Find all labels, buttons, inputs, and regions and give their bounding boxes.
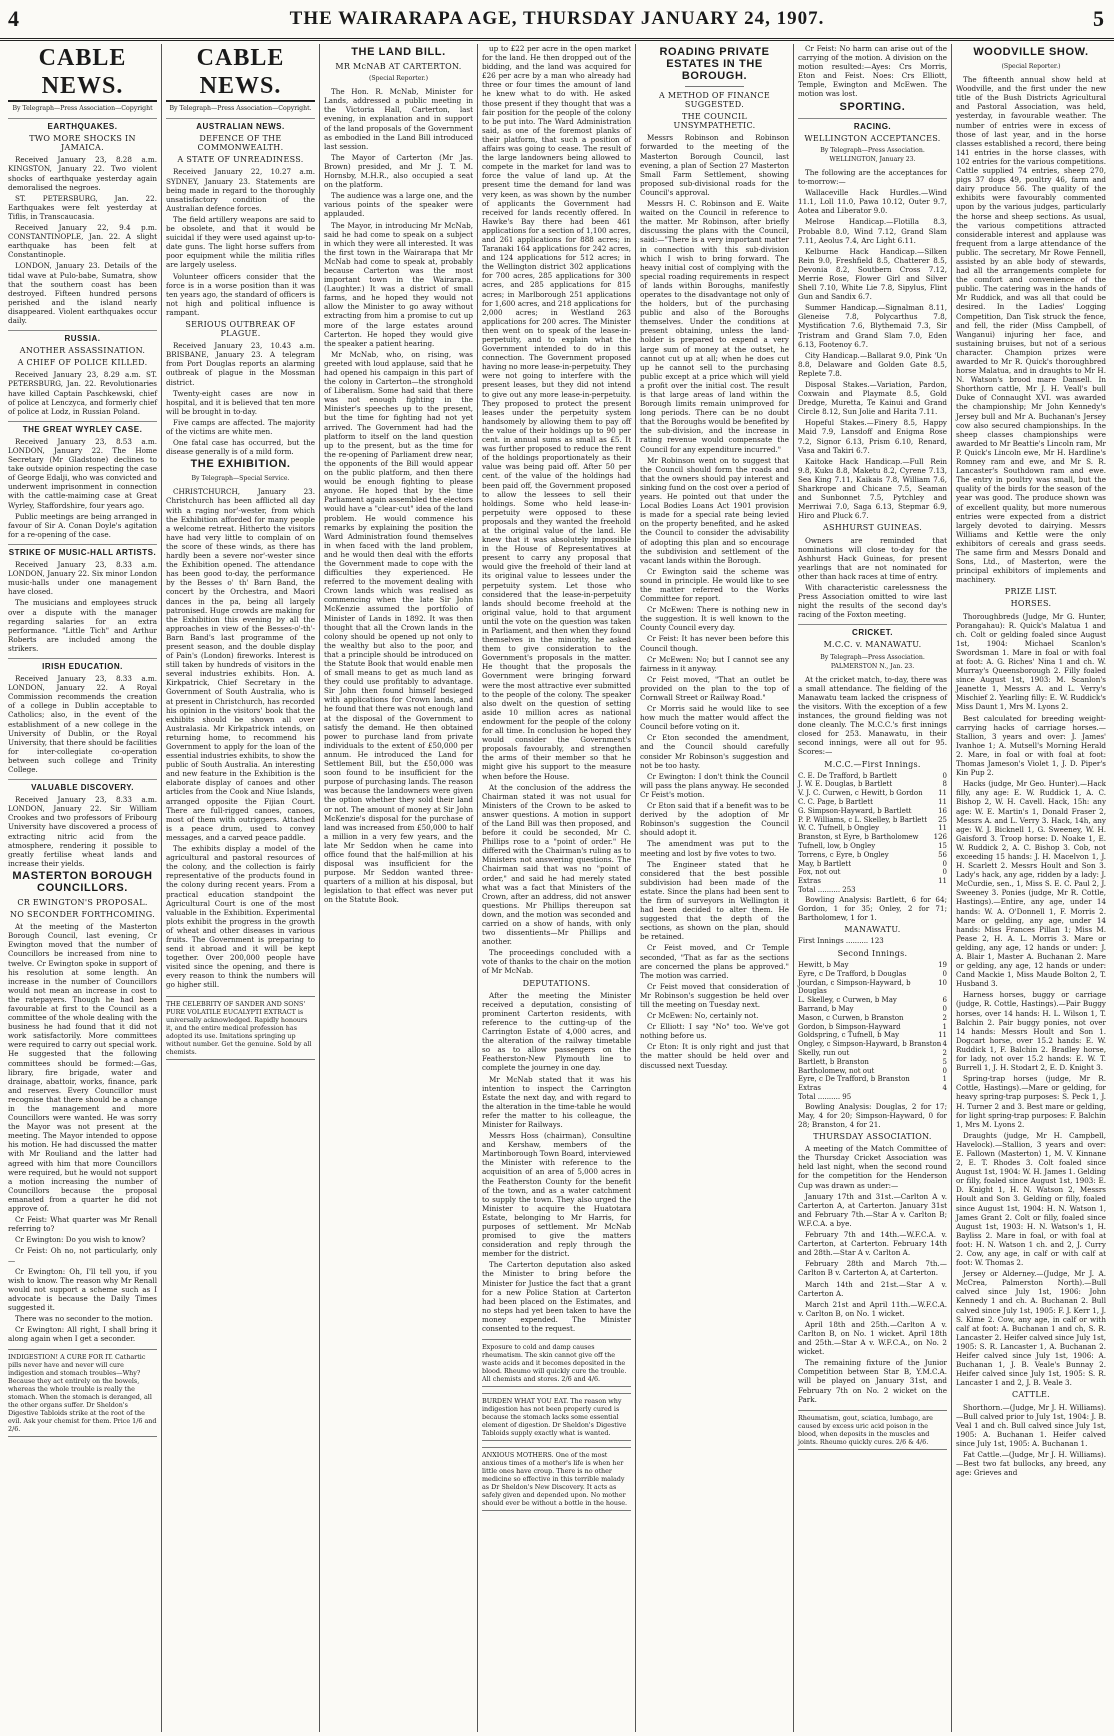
runs: 4 xyxy=(942,1040,947,1049)
article-subheading: THE COUNCIL UNSYMPATHETIC. xyxy=(673,112,756,131)
article-heading: CRICKET. xyxy=(798,624,947,637)
batsman: L. Skelley, c Curwen, b May xyxy=(798,996,897,1005)
column-6 xyxy=(794,44,952,1732)
batsman: Hewitt, b May xyxy=(798,961,849,970)
credit-line: By Telegraph—Press Association. WELLINGTON, January 23. xyxy=(820,146,925,163)
runs: 16 xyxy=(938,806,947,815)
batsman: Extras xyxy=(798,877,821,886)
credit-line: By Telegraph—Press Association—Copyright xyxy=(12,105,153,112)
advertisement: Rheumatism, gout, sciatica, lumbago, are caused by excess uric acid poison in the blood, when deposits in the muscles and joints. Rheumo quickly cures. 2/6 & 4/6. xyxy=(798,1410,947,1450)
paragraph: Cr Eton said that if a benefit was to be derived by the adoption of Mr Robinson's suggestion the Council should adopt it. xyxy=(640,801,789,838)
article-subheading: THURSDAY ASSOCIATION. xyxy=(813,1132,932,1142)
article-heading: THE LAND BILL. xyxy=(351,46,446,58)
score-row xyxy=(798,860,947,869)
score-row xyxy=(798,798,947,807)
article-subheading: DEPUTATIONS. xyxy=(522,978,591,988)
paragraph: Draughts (judge, Mr H. Campbell, Havelock).—Stallion, 3 years and over: E. Fallown (Masterton) 1, M. V. Kinnane 2, E. T. Rhodes 3. Colt foaled since August 1st, 1904: W. H. James 1. Gelding or filly, foaled since August 1st, 1903: E. D. Knight 1, H. N. Watson 2, Messrs Hoult and Son 3. Gelding or filly, foaled since August 1st, 1904: H. N. Watson 1, James Grant 2. Colt or filly, foaled since August 1st, 1903: H. N. Watson's 1, H. Bayliss 2. Mare in foal, or with foal at foot: H. N. Watson 1 ch. and 2, J. Curry 2. Cow, any age, in calf or with calf at foot: W. Thomas 2. xyxy=(956,1130,1106,1268)
paragraph: Summer Handicap.—Signalman 8.11, Gleneise 7.8, Polycarthus 7.8, Mystification 7.6, Blythemaid 7.3, Sir Tristram and Grand Slam 7.0, Eden 6.13, Footenoy 6.7. xyxy=(798,303,947,349)
article-heading: AUSTRALIAN NEWS. xyxy=(166,118,315,131)
innings-heading: M.C.C.—First Innings. xyxy=(824,759,921,769)
paragraph: Received January 23, 8.29 a.m. ST. PETERSBURG, Jan. 22. Revolutionaries have killed Captain Paschkewski, chief of police at Lenczyca, and formerly chief of police at Lodz, in Russian Poland. xyxy=(8,370,157,416)
paragraph: Cr McEwen: There is nothing new in the suggestion. It is well known to the County Council every day. xyxy=(640,605,789,633)
article-subheading: M.C.C. v. MANAWATU. xyxy=(823,640,922,650)
paragraph: Cr Eton seconded the amendment, and the Council should carefully consider Mr Robinson's suggestion and not be too hasty. xyxy=(640,733,789,770)
paragraph: Cr Feist: It has never been before this Council though. xyxy=(640,634,789,653)
score-row xyxy=(798,1005,947,1014)
batsman: Eyre, c De Trafford, b Douglas xyxy=(798,969,907,978)
paragraph: Volunteer officers consider that the force is in a worse position than it was ten years ago, the standard of officers is not high and political influence is rampant. xyxy=(166,271,315,317)
article-heading: RUSSIA. xyxy=(8,330,157,343)
paragraph: Wallaceville Hack Hurdles.—Wind 11.1, Loll 11.0, Pawa 10.12, Outer 9.7, Aotea and Liberator 9.0. xyxy=(798,188,947,216)
article-subheading: SERIOUS OUTBREAK OF PLAGUE. xyxy=(185,319,296,339)
paragraph: Five camps are affected. The majority of the victims are white men. xyxy=(166,417,315,436)
article-heading: WOODVILLE SHOW. xyxy=(973,46,1089,58)
paragraph: CHRISTCHURCH, January 23. Christchurch has been afflicted all day with a raging nor'-wester, from which the Exhibition afforded for many people a welcome retreat. Hitherto the visitors have had very little to complain of on the score of these winds, as there has hardly been a severe nor'-wester since the Exhibition opened. The attendance has been good to-day, the performance by the Besses o' th' Barn Band, the concert by the Orchestra, and Maori dances in the pa, being all largely patronised. Huge crowds are making for the Exhibition this evening by all the approaches in view of the Besses-o'-th'-Barn Band's last programme of the present season, and the double display of Pain's (London) fireworks. Interest is still taken by hundreds of visitors in the several industries exhibits. Hon. A. Kirkpatrick, Chief Secretary in the Government of South Australia, who is at present in Christchurch, has recorded his opinion in the visitors' book that the exhibits should be shown all over Australasia. Mr Kirkpatrick intends, on returning home, to recommend his Government to apply for the loan of the essential industries exhibits, to show the public of South Australia. An interesting and new feature in the Exhibition is the elaborate display of canoes and other articles from the Cook and Niue Islands, arranged opposite the Fijian Court. There are full-rigged canoes, canoes, most of them with outriggers. Attached is a peace drum, used to convey messages, and a carved peace paddle. xyxy=(166,487,315,842)
article-heading: STRIKE OF MUSIC-HALL ARTISTS. xyxy=(8,544,157,557)
article-subheading: A CHIEF OF POLICE KILLED. xyxy=(17,358,148,368)
paragraph: Bowling Analysis: Douglas, 2 for 17; May, 4 for 20; Simpson-Hayward, 0 for 28; Branston, 4 for 21. xyxy=(798,1101,947,1130)
runs: 11 xyxy=(938,1031,947,1040)
runs: 0 xyxy=(942,868,947,877)
batsman: V. J. C. Curwen, c Hewitt, b Gordon xyxy=(798,789,923,798)
score-row xyxy=(798,1014,947,1023)
paragraph: A meeting of the Match Committee of the Thursday Cricket Association was held last night, when the second round for the competition for the Henderson Cup was drawn as under:— xyxy=(798,1144,947,1190)
score-row xyxy=(798,780,947,789)
score-row xyxy=(798,824,947,833)
paragraph: Spring-trap horses (judge, Mr R. Cottle, Hastings).—Mare or gelding, for heavy spring-trap purposes: S. Peck 1, J. H. Turner 2 and 3. Best mare or gelding, for light spring-trap purposes: F. Balchin 1, Mrs M. Lyons 2. xyxy=(956,1074,1106,1129)
newspaper-title: THE WAIRARAPA AGE, THURSDAY JANUARY 24, 1907. xyxy=(289,8,825,29)
article-heading: EARTHQUAKES. xyxy=(8,118,157,131)
batsman: Bartlett, b Branston xyxy=(798,1057,869,1066)
paragraph: Received January 22, 9.4 p.m. CONSTANTINOPLE, Jan. 22. A slight earthquake has been felt at Constantinople. xyxy=(8,223,157,260)
article-subheading: ANOTHER ASSASSINATION. xyxy=(19,346,146,356)
innings-heading: MANAWATU. xyxy=(844,925,901,935)
score-row xyxy=(798,970,947,979)
paragraph: Messrs H. C. Robinson and E. Waite waited on the Council in reference to the matter. Mr Robinson, after briefly discussing the plans with the Council, said:—"There is a very important matter in connection with this sub-division which I wish to bring forward. The heavy initial cost of complying with the special roading requirements in respect of lands within Boroughs, manifestly operates to the disadvantage not only of the holders, but of the purchasing public and also of the Boroughs themselves. Under the conditions at present obtaining, unless the land-holder is prepared to expend a very large sum of money at the outset, he cannot cut up at all; when he does cut up he cannot sell to the purchasing public except at a price which will yield a profit over the initial cost. The result is that large areas of land within the Borough limits remain unimproved for long periods. There can be no doubt that the Boroughs would be benefited by the sub-division, and the increase in rating revenue would compensate the Council for any expenditure incurred." xyxy=(640,199,789,454)
runs: 0 xyxy=(942,859,947,868)
score-row xyxy=(798,1031,947,1040)
paragraph: Harness horses, buggy or carriage (judge, R. Cottle, Hastings).—Pair Buggy horses, over 14 hands: H. L. Wilson 1, T. Balchin 2. Pair buggy ponies, not over 14 hands: Messrs Hoult and Son 1. Dogcart horse, over 15.2 hands: E. W. Ruddick 1, F. Balchin 2. Bradley horse, for lady, not over 15.2 hands: E. W. T. Burrell 1, J. H. Stodart 2, E. D. Knight 3. xyxy=(956,990,1106,1073)
paragraph: ST. PETERSBURG, Jan. 22. Earthquakes were felt yesterday at Tiflis, in Transcaucasia. xyxy=(8,193,157,221)
score-row xyxy=(798,1067,947,1076)
runs: 1 xyxy=(942,1075,947,1084)
runs: 1 xyxy=(942,1022,947,1031)
runs: 15 xyxy=(938,842,947,851)
paragraph: The audience was a large one, and the various points of the speaker were applauded. xyxy=(324,191,473,219)
paragraph: The remaining fixture of the Junior Competition between Star B, Y.M.C.A. will be played on January 31st, and February 7th on No. 2 wicket on the Park. xyxy=(798,1358,947,1404)
article-subheading: TWO MORE SHOCKS IN JAMAICA. xyxy=(29,134,136,153)
advertisement: Exposure to cold and damp causes rheumatism. The skin cannot give off the waste acids and it becomes deposited in the blood. Rheumo will quickly cure the trouble. All chemists and stores. 2/6 and 4/6. xyxy=(482,1339,631,1387)
scorecard-table xyxy=(798,772,947,886)
article-subheading: ASHHURST GUINEAS. xyxy=(822,523,923,533)
paragraph: With characteristic carelessness the Press Association omitted to wire last night the results of the second day's racing of the Foxton meeting. xyxy=(798,582,947,620)
batsman: Bartholomew, not out xyxy=(798,1066,875,1075)
paragraph: Cr Ewington: Oh, I'll tell you, if you wish to know. The reason why Mr Renall would not support a scheme such as I advocate is because the Daily Times suggested it. xyxy=(8,1266,157,1312)
paragraph: Cr Feist moved, and Cr Temple seconded, "That as far as the sections are concerned the plans be approved." The motion was carried. xyxy=(640,943,789,980)
paragraph: April 18th and 25th.—Carlton A v. Carlton B, on No. 1 wicket. April 18th and 25th.—Star A v. W.F.C.A., on No. 2 wicket. xyxy=(798,1319,947,1357)
paragraph: February 7th and 14th.—W.F.C.A. v. Carterton, at Carterton. February 14th and 28th.—Star A v. Carlton A. xyxy=(798,1230,947,1258)
paragraph: Cr Ewington: Do you wish to know? xyxy=(15,1235,146,1245)
runs: 2 xyxy=(942,1013,947,1022)
runs: 126 xyxy=(933,833,947,842)
paragraph: Mr McNab, who, on rising, was greeted with loud applause, said that he had opened his campaign in this part of the colony in Carterton—the stronghold of Liberalism. Some had said that there was not enough fighting in the Minister's speeches up to the present, but the time for fighting had not yet arrived. The Government had had the platform to itself on the land question up to the present, but as the time for the re-opening of Parliament drew near, the opponents of the Bill would appear on the public platform, and then there would be enough fighting to please anyone. He hoped that by the time Parliament again assembled the electors would have a "clear-cut" idea of the land problem. He would commence his remarks by explaining the position the Ward Administration found themselves in when faced with the land problem, and he would then deal with the efforts the Government made to cope with the difficulties they experienced. He referred to the movement dealing with Crown lands which was realised as commencing when the late Sir John McKenzie assumed the portfolio of Minister of Lands in 1892. It was then thought that all the Crown lands in the colony should be opened up not only to the wealthy but also to the poor, and that a principle should be introduced on the Statute Book that would enable men of small means to get as much land as they could use profitably to advantage. Sir John then found himself besieged with applications for Crown lands, and he found that there was not enough land at the disposal of the Government to satisfy the demand. He then obtained power to purchase land from private individuals to the extent of £50,000 per annum. He introduced the Land for Settlement Bill, but the £50,000 was soon found to be insufficient for the purpose of purchasing lands. The reason was because the landowners were given the option whether they sold their land or not. The amount of money at Sir John McKenzie's disposal for the purchase of land was increased from £50,000 to half a million in a very few years, and the late Mr Seddon when he came into office found that the half-million at his disposal was insufficient for the purpose. Mr Seddon wanted three-quarters of a million at his disposal, but legislation to that effect was never put on the Statute Book. xyxy=(324,349,473,905)
paragraph: Public meetings are being arranged in favour of Sir A. Conan Doyle's agitation for a re-opening of the case. xyxy=(8,511,157,539)
score-row xyxy=(798,833,947,842)
score-row xyxy=(798,1049,947,1058)
paragraph: Jersey or Alderney.—(Judge, Mr J. A. McCrea, Palmerston North).—Bull calved since July 1st, 1906: John Kennedy 1 and ch. A. Buchanan 2. Bull calved since July 1st, 1905: F. J. Kerr 1, J. S. Kime 2. Cow, any age, in calf or with calf at foot: A. Buchanan 1 and ch, S. R. Lancaster 2. Heifer calved since July 1st, 1905: S. R. Lancaster 1, A. Buchanan 2. Heifer calved since July 1st, 1906: A. Buchanan 1, J. B. Veale's Bunnay 2. Heifer calved since July 1st, 1905: S. R. Lancaster 1 and 2, J. B. Veale 3. xyxy=(956,1269,1106,1388)
paragraph: Disposal Stakes.—Variation, Pardon, Coxwain and Playmate 8.5, Gold Dredge, Muretta, Te Kainui and Grand Circle 8.12, Sun Jolie and Harita 7.11. xyxy=(798,380,947,417)
paragraph: LONDON, January 23. Details of the tidal wave at Pulo-babe, Sumatra, show that the southern coast has been destroyed. Fifteen hundred persons perished and the island nearly disappeared. Violent earthquakes occur daily. xyxy=(8,261,157,325)
article-subheading: WELLINGTON ACCEPTANCES. xyxy=(804,133,941,143)
batsman: Jourdan, c Simpson-Hayward, b Douglas xyxy=(798,978,911,996)
paragraph: Twenty-eight cases are now in hospital, and it is believed that ten more will be brought in to-day. xyxy=(166,388,315,416)
section-heading: CABLE NEWS. xyxy=(166,44,315,102)
runs: 0 xyxy=(942,969,947,978)
runs: 25 xyxy=(938,815,947,824)
batsman: Ongley, c Simpson-Hayward, b Branston xyxy=(798,1040,942,1049)
paragraph: Cr Ewington said the scheme was sound in principle. He would like to see the matter referred to the Works Committee for report. xyxy=(640,566,789,604)
paragraph: After the meeting the Minister received a deputation, consisting of prominent Carterton residents, with reference to the cutting-up of the Carrington Estate of 4,000 acres, and the alteration of the railway timetable so as to allow passengers on the Featherston-New Plymouth line to complete the journey in one day. xyxy=(482,990,631,1073)
batsman: C. C. Page, b Bartlett xyxy=(798,798,873,807)
article-subheading: A METHOD OF FINANCE SUGGESTED. xyxy=(659,91,770,110)
score-row xyxy=(798,868,947,877)
paragraph: Cr McEwen: No, certainly not. xyxy=(647,1011,759,1021)
score-row xyxy=(798,772,947,781)
paragraph: At the meeting of the Masterton Borough Council, last evening, Cr Ewington moved that the number of Councillors be increased from nine to twelve. Cr Ewington spoke in support of his resolution at some length. An increase in the number of Councillors would not mean an increase in cost to the ratepayers. Though he had been favourable at first to the Council as a committee of the whole dealing with the business he had found that it did not work satisfactorily. More committees were required to carry out special work. He suggested that the following committees should be formed:—Gas, library, fire brigade, water and drainage, abattoir, works, finance, park and reserves. Every Councillor must recognise that there should be a change in the management and more Councillors were wanted. He was sorry the Mayor was not present at the meeting. The Mayor intended to oppose his motion. He had discussed the matter with Mr Rouliand and the latter had agreed with him that more Councillors were required, but he would not support a motion increasing the number of Councillors because the proposal emanated from a quarter he did not approve of. xyxy=(8,922,157,1214)
paragraph: Cr Feist: No harm can arise out of the carrying of the motion. A division on the motion resulted:—Ayes: Crs Morris, Eton and Feist. Noes: Crs Elliott, Temple, Ewington and McEwen. The motion was lost. xyxy=(798,44,947,99)
paragraph: Melrose Handicap.—Flotilla 8.3, Probable 8.0, Wind 7.12, Grand Slam 7.11, Aeolus 7.4, Arc Light 6.11. xyxy=(798,217,947,245)
score-row xyxy=(798,1075,947,1084)
paragraph: The Hon. R. McNab, Minister for Lands, addressed a public meeting in the Victoria Hall, Carterton, last evening, in explanation and in support of the land proposals of the Government as embodied in the Land Bill introduced last session. xyxy=(324,87,473,151)
paragraph: The fifteenth annual show held at Woodville, and the first under the new title of the Bush Districts Agricultural and Pastoral Association, was held, yesterday, in favourable weather. The number of entries were in excess of those of last year, and in the horse classes established a record, there being 141 entries in the horse classes, with 102 entries for the various competitions. Cattle supplied 74 entries, sheep 270, pigs 37 dogs 49, poultry 46, farm and dairy produce 56. The quality of the exhibits were favourably commented upon by the various judges, particularly the horse and sheep sections. As usual, the various competitions attracted considerable interest and applause was frequent from a large attendance of the public. The secretary, Mr Rowe Fennell, assisted by an able body of stewards, had all the arrangements complete for the comfort and convenience of the public. The catering was in the hands of Mr Ruddick, and was all that could be desired. In the Ladies' Logging Competition, Dan Tisk struck the fence, and fell, the rider (Miss Campbell, of Wanganui) injuring her face, and sustaining bruises, but not of a serious character. Champion prizes were awarded to Mr R. Quick's thoroughbred horse Malatua, and in draughts to Mr H. N. Watson's brood mare Dansell. In Shorthorn cattle, Mr J. H. Veall's bull Duke of Connaught XVI. was awarded the championship; Mr John Kennedy's Jersey bull and Mr A. Buchanan's Jersey cow also secured championships. In the sheep classes championships were awarded to Mr Beattie's Lincoln ram, Mr P. Quick's Lincoln ewe, Mr H. Hardline's Romney ram and ewe, and Mr S. R. Lancaster's Southdown ram and ewe. The entry in poultry was small, but the quality of the birds for the season of the year was good. The produce shown was of excellent quality, but more numerous entries were expected from a district largely devoted to dairying. Messrs Williams and Kettle were the only exhibitors of cereals and grass seeds. The same firm and Messrs Donald and Sons, Ltd., of Masterton, were the principal exhibitors of implements and machinery. xyxy=(956,75,1106,585)
article-subheading: HORSES. xyxy=(1010,599,1052,609)
advertisement: THE CELEBRITY OF SANDER AND SONS' PURE VOLATILE EUCALYPTI EXTRACT is universally acknowledged. Rapidly honours it, and the entire medical profession has adopted its use. Imitations springing up without number. Get the genuine. Sold by all chemists. xyxy=(166,996,315,1060)
paragraph: Received January 23, 8.33 a.m. LONDON, January 22. Sir William Crookes and two professors of Fribourg University have discovered a process of extracting nitric acid from the atmosphere, rendering it possible to greatly fertilise wheat lands and increase their yields. xyxy=(8,795,157,868)
article-heading: VALUABLE DISCOVERY. xyxy=(8,779,157,792)
paragraph: Kaitoke Hack Handicap.—Full Rein 9.8, Kuku 8.8, Maketu 8.2, Cyrene 7.13, Sea King 7.11, Kaikais 7.8, William 7.6, Sharkrope and Chicane 7.5, Seaman and Sunbonnet 7.5, Pytchley and Merriwai 7.0, Saga 6.13, Stepmar 6.9, Hiro and Pluck 6.7. xyxy=(798,456,947,521)
article-subheading: CR EWINGTON'S PROPOSAL. xyxy=(17,897,148,907)
scorecard-total: Total .......... 253 xyxy=(798,886,856,895)
runs: 10 xyxy=(938,978,947,987)
paragraph: March 21st and April 11th.—W.F.C.A. v. Carlton B, on No. 1 wicket. xyxy=(798,1299,947,1318)
paragraph: Cr Eton: It is only right and just that the matter should be held over and discussed next Tuesday. xyxy=(640,1042,789,1070)
paragraph: Bowling Analysis: Bartlett, 6 for 64; Gordon, 1 for 35; Onley, 2 for 71; Bartholomew, 1 for 1. xyxy=(798,894,947,922)
score-row xyxy=(798,1058,947,1067)
score-row xyxy=(798,816,947,825)
paragraph: Kelburne Hack Handicap.—Silken Rein 9.0, Freshfield 8.5, Chatterer 8.5, Devonia 8.2, Soutbern Cross 7.12, Merrie Rose, Flower Girl and Silver Shell 7.10, White Lie 7.8, Sipylus, Flint Gun and Sandix 6.7. xyxy=(798,246,947,302)
column-2 xyxy=(162,44,320,1732)
score-row xyxy=(798,1023,947,1032)
article-subheading: A STATE OF UNREADINESS. xyxy=(177,155,304,165)
paragraph: Cr Ewington: All right, I shall bring it along again when I get a seconder. xyxy=(8,1325,157,1344)
column-1 xyxy=(4,44,162,1732)
advertisement: BURDEN WHAT YOU EAT. The reason why indigestion has not been properly cured is because the stomach lacks some essential element of digestion. Dr Sheldon's Digestive Tabloids supply exactly what is wanted. xyxy=(482,1393,631,1441)
scorecard-total: Total .......... 95 xyxy=(798,1093,852,1102)
paragraph: The following are the acceptances for to-morrow:— xyxy=(798,167,947,187)
paragraph: Messrs Robinson and Robinson forwarded to the meeting of the Masterton Borough Council, last evening, a plan of Section 27 Masterton Small Farm Settlement, showing proposed sub-divisional roads for the Council's approval. xyxy=(640,133,789,197)
paragraph: Owners are reminded that nominations will close to-day for the Ashhurst Hack Guineas, for present yearlings that are not nominated for other than hack races at time of entry. xyxy=(798,535,947,581)
article-subheading: MR McNAB AT CARTERTON. xyxy=(335,62,462,71)
paragraph: The Carterton deputation also asked the Minister to bring before the Minister for Justice the fact that a grant for a new Police Station at Carterton had been placed on the Estimates, and no steps had yet been taken to have the money expended. The Minister consented to the request. xyxy=(482,1260,631,1334)
credit-line: (Special Reporter.) xyxy=(368,75,429,83)
paragraph: March 14th and 21st.—Star A v. Carterton A. xyxy=(798,1279,947,1298)
batsman: Torrens, c Eyre, b Ongley xyxy=(798,850,889,859)
batsman: Barrand, b May xyxy=(798,1005,854,1014)
batsman: G. Simpson-Hayward, b Bartlett xyxy=(798,806,912,815)
runs: 8 xyxy=(942,780,947,789)
batsman: W. C. Tufnell, b Ongley xyxy=(798,824,880,833)
paragraph: The proceedings concluded with a vote of thanks to the chair on the motion of Mr McNab. xyxy=(482,948,631,976)
paragraph: February 28th and March 7th.—Carlton B v. Carterton A, at Carterton. xyxy=(798,1259,947,1278)
paragraph: Received January 23, 8.28 a.m. KINGSTON, January 22. Two violent shocks of earthquake yesterday again demoralised the negroes. xyxy=(8,155,157,192)
runs: 2 xyxy=(942,1049,947,1058)
batsman: Tufnell, low, b Ongley xyxy=(798,842,876,851)
batsman: Branston, st Eyre, b Bartholomew xyxy=(798,833,919,842)
paragraph: The exhibits display a model of the agricultural and pastoral resources of the colony, and the collection is fairly representative of the products found in the colony during recent years. From a practical education standpoint the Agricultural Court is one of the most valuable in the Exhibition. Experimental plots exhibit the progress in the growth of wheat and other diseases in various fruits. The Government is preparing to send it abroad and it will be kept together. Over 200,000 people have visited since the opening, and there is every reason to think the numbers will go higher still. xyxy=(166,844,315,990)
paragraph: Cr Feist: What quarter was Mr Renall referring to? xyxy=(8,1215,157,1234)
paragraph: The Mayor, in introducing Mr McNab, said he had come to speak on a subject in which they were all interested. It was the first town in the Wairarapa that Mr McNab had come to speak at, probably because Carterton was the most important town in the Wairarapa. (Laughter.) It was a district of small farms, and he hoped they would not allow the Minister to go away without extracting from him a promise to cut up more of the large estates around Carterton. He hoped they would give the speaker a patient hearing. xyxy=(324,220,473,348)
runs: 0 xyxy=(942,771,947,780)
column-5 xyxy=(636,44,794,1732)
paragraph: Received January 23, 8.33 a.m. LONDON, January 22. A Royal Commission recommends the creation of a college in Dublin acceptable to Catholics; also, in the event of the establishment of a new college in the University of Dublin, or the Royal University, that there should be facilities for inter-collegiate co-operation between such college and Trinity College. xyxy=(8,674,157,774)
paragraph: Received January 23, 8.53 a.m. LONDON, January 22. The Home Secretary (Mr Gladstone) declines to take outside opinion respecting the case of George Edalji, who was convicted and underwent imprisonment in connection with the cattle-maiming case at Great Wyrley, Staffordshire, four years ago. xyxy=(8,436,157,510)
article-heading: ROADING PRIVATE ESTATES IN THE BOROUGH. xyxy=(659,46,770,82)
runs: 4 xyxy=(942,1084,947,1093)
article-heading: THE GREAT WYRLEY CASE. xyxy=(8,421,157,434)
score-row xyxy=(798,807,947,816)
paragraph: Cr Feist: Oh no, not particularly, only— xyxy=(8,1246,157,1265)
paragraph: City Handicap.—Ballarat 9.0, Pink 'Un 8.8, Delaware and Golden Gate 8.5, Replete 7.8. xyxy=(798,350,947,378)
score-row xyxy=(798,877,947,886)
score-row xyxy=(798,1040,947,1049)
advertisement: ANXIOUS MOTHERS. One of the most anxious times of a mother's life is when her little ones have croup. There is no other medicine so effective in this terrible malady as Dr Sheldon's New Discovery. It acts as safely given and depended upon. No mother should ever be without a bottle in the house. xyxy=(482,1447,631,1511)
batsman: Fox, not out xyxy=(798,868,841,877)
credit-line: By Telegraph—Press Association—Copyright. xyxy=(169,105,312,112)
runs: 11 xyxy=(938,824,947,833)
paragraph: Cr Feist moved that consideration of Mr Robinson's suggestion be held over till the meeting on Tuesday next. xyxy=(640,981,789,1009)
page-number-right: 5 xyxy=(1093,6,1104,31)
batsman: Goldspring, c Tufnell, b May xyxy=(798,1031,900,1040)
section-heading: CABLE NEWS. xyxy=(8,44,157,102)
article-heading: MASTERTON BOROUGH COUNCILLORS. xyxy=(12,869,153,894)
article-subheading: CATTLE. xyxy=(1011,1390,1051,1400)
score-row xyxy=(798,842,947,851)
batsman: Extras xyxy=(798,1084,821,1093)
article-subheading: PRIZE LIST. xyxy=(1004,587,1058,597)
paragraph: Mr Robinson went on to suggest that the Council should form the roads and that the owners should pay interest and sinking fund on the cost over a period of years. He pointed out that under the Local Bodies Loans Act 1901 provision is made for a special rate being levied on the property benefited, and he asked the Council to consider the advisability of adopting this plan and so encourage the subdivision and settlement of the vacant lands within the Borough. xyxy=(640,455,789,565)
paragraph: Received January 22, 10.27 a.m. SYDNEY, January 23. Statements are being made in regard to the thoroughly unsatisfactory condition of the Australian defence forces. xyxy=(166,167,315,213)
paragraph: Cr McEwen: No; but I cannot see any fairness in it anyway. xyxy=(640,654,789,673)
runs: 5 xyxy=(942,1057,947,1066)
paragraph: Hacks (judge, Mr Geo. Hunter).—Hack filly, any age: E. W. Ruddick 1, A. C. Bishop 2, W. H. Cavell. Hack, 15h: any age: W. E. Martin's 1, Donald Fraser 2, Messrs A. and L. Verry 3. Hack, 14h, any age: W. J. Bicknell 1, G. Sweeney, W. H. Gaisford 3. Troop horse: D. Noake 1, E. W. Ruddick 2, A. C. Bishop 3. Cob, not exceeding 15 hands: J. H. Macelvon 1, J. H. Scarlett 2. Messrs Hoult and Son 3. Lady's hack, any age, ridden by a lady: J. McCurdie, sen., 1, Miss S. E. C. Paul 2, J. Sweeney 3. Ponies (judge, Mr R. Cottle, Hastings).—Entire, any age, under 14 hands: W. A. O'Donnell 1, F. Morris 2. Mare or gelding, any age, under 14 hands: Miss Frances Pillan 1; Miss M. Pease 2, H. A. L. Morris 3. Mare or gelding, any age, 12 hands or under: J. A. Blair 1, Master A. Buchanan 2. Mare or gelding, any age, 12 hands or under: Cand Mackie 1, Miss Maude Bolton 2, T. Husband 3. xyxy=(956,779,1106,989)
score-row xyxy=(798,961,947,970)
runs: 6 xyxy=(942,996,947,1005)
masthead xyxy=(0,0,1114,41)
innings-heading: Second Innings. xyxy=(837,948,908,958)
score-row xyxy=(798,851,947,860)
runs: 0 xyxy=(942,1005,947,1014)
runs: 19 xyxy=(938,961,947,970)
paragraph: Messrs Hoss (chairman), Consultine and Kershaw, members of the Martinborough Town Board, interviewed the Minister with reference to the acquisition of an area of 5,000 acres in the Featherston County for the benefit of the town, and as a water catchment to supply the town. They also urged the Minister to acquire the Huatotara Estate, belonging to Mr Harris, for purposes of settlement. Mr McNab promised to give the matters consideration and reply through the member for the district. xyxy=(482,1131,631,1259)
page-number-left: 4 xyxy=(8,6,19,31)
section-heading: SPORTING. xyxy=(839,100,906,113)
paragraph: Fat Cattle.—(Judge, Mr J. H. Williams).—Best two fat bullocks, any breed, any age: Grieves and xyxy=(956,1449,1106,1478)
paragraph: Cr Feist moved, "That an outlet be provided on the plan to the top of Cornwall Street or Railway Road." xyxy=(640,674,789,702)
scorecard-table xyxy=(798,961,947,1093)
paragraph: Best calculated for breeding weight-carrying hacks of carriage horses.—Stallion, 3 years and over: J. James' Ivanhoe 1; A. Mutsell's Morning Herald 2. Mare, in foal or with foal at foot: Thomas Jameson's Violet 1, J. D. Piper's Kin Pup 2. xyxy=(956,713,1106,778)
columns xyxy=(4,44,1110,1732)
scorecard-total: First Innings .......... 123 xyxy=(798,937,884,946)
batsman: P. P. Williams, c L. Skelley, b Bartlett xyxy=(798,815,928,824)
article-heading: THE EXHIBITION. xyxy=(190,458,291,471)
article-subheading: DEFENCE OF THE COMMONWEALTH. xyxy=(197,134,284,153)
paragraph: Cr Elliott: I say "No" too. We've got nothing before us. xyxy=(640,1022,789,1041)
paragraph: Received January 23, 10.43 a.m. BRISBANE, January 23. A telegram from Port Douglas reports an alarming outbreak of plague in the Mossman district. xyxy=(166,341,315,387)
credit-line: By Telegraph—Special Service. xyxy=(191,475,290,483)
paragraph: The amendment was put to the meeting and lost by five votes to two. xyxy=(640,839,789,858)
paragraph: One fatal case has occurred, but the disease generally is of a mild form. xyxy=(166,438,315,457)
paragraph: Cr Ewington: I don't think the Council will pass the plans anyway. He seconded Cr Feist's motion. xyxy=(640,771,789,799)
runs: 0 xyxy=(942,1066,947,1075)
article-heading: RACING. xyxy=(798,118,947,131)
paragraph: Mr McNab stated that it was his intention to inspect the Carrington Estate the next day, and with regard to the alteration in the time-table he would refer the matter to his colleague, the Minister for Railways. xyxy=(482,1074,631,1129)
runs: 11 xyxy=(938,877,947,886)
batsman: C. E. De Trafford, b Bartlett xyxy=(798,771,897,780)
paragraph: The Engineer stated that he considered that the best possible subdivision had been made of the estate. Since the plans had been sent to the firm of surveyors in Wellington it had been decided to alter them. He suggested that the depth of the sections, as shown on the plan, should be retained. xyxy=(640,859,789,942)
runs: 56 xyxy=(938,850,947,859)
article-heading: IRISH EDUCATION. xyxy=(8,658,157,671)
batsman: J. W. E. Douglas, b Bartlett xyxy=(798,780,893,789)
paragraph: Cr Morris said he would like to see how much the matter would affect the Council before voting on it. xyxy=(640,704,789,732)
article-subheading: NO SECONDER FORTHCOMING. xyxy=(9,910,156,920)
paragraph: At the conclusion of the address the Chairman stated it was not usual for Ministers of the Crown to be asked to answer questions. A motion in support of the Land Bill was then proposed, and before it could be seconded, Mr C. Phillips rose to a "point of order." He differed with the Chairman's ruling as to Ministers not answering questions. The Chairman said that was no "point of order," and said he had merely stated what was a fact that Ministers of the Crown, after an address, did not answer questions. Mr Phillips thereupon sat down, and the motion was seconded and carried on a show of hands, with only two dissentients—Mr Phillips and another. xyxy=(482,782,631,947)
paragraph: Shorthorn.—(Judge, Mr J. H. Williams).—Bull calved prior to July 1st, 1904: J. B. Veal 1 and ch. Bull calved since July 1st, 1905: A. Buchanan 1. Heifer calved since July 1st, 1905: A. Buchanan 1. xyxy=(956,1402,1106,1448)
column-3 xyxy=(320,44,478,1732)
paragraph: Hopeful Stakes.—Finery 8.5, Happy Maid 7.9, Lansdoff and Enigma Rose 7.2, Signor 6.13, Prism 6.10, Renard, Vasa and Takiri 6.7. xyxy=(798,418,947,455)
paragraph: January 17th and 31st.—Carlton A v. Carterton A, at Carterton. January 31st and February 7th.—Star A v. Carlton B; W.F.C.A. a bye. xyxy=(798,1191,947,1228)
batsman: Skelly, run out xyxy=(798,1049,850,1058)
batsman: Gordon, b Simpson-Hayward xyxy=(798,1022,901,1031)
runs: 11 xyxy=(938,798,947,807)
score-row xyxy=(798,996,947,1005)
advertisement: INDIGESTION! A CURE FOR IT. Cathartic pills never have and never will cure indigestion and stomach troubles—Why? Because they act entirely on the bowels, whereas the whole trouble is really the stomach. When the stomach is deranged, all the other organs suffer. Dr Sheldon's Digestive Tabloids strike at the root of the evil. Ask your chemist for them. Price 1/6 and 2/6. xyxy=(8,1349,157,1437)
paragraph: The Mayor of Carterton (Mr Jas. Brown) presided, and Mr J. T. M. Hornsby, M.H.R., also occupied a seat on the platform. xyxy=(324,152,473,190)
paragraph: Thoroughbreds (Judge, Mr G. Hunter, Porangahau): R. Quick's Malatua 1 and ch. Colt or gelding foaled since August 1st, 1904: Michael Scanlon's Swordsman 1. Mare in foal or with foal at foot: A. G. Riches' Nina 1 and ch. W. Murray's Queensborough 2. Filly foaled since August 1st, 1903: M. Scanlon's Jeanette 1, Messrs A. and L. Verry's Mischief 2. Yearling filly: E. W. Ruddick's Miss Daunt 1, Mrs M. Lyons 2. xyxy=(956,611,1106,712)
paragraph: There was no seconder to the motion. xyxy=(15,1314,153,1324)
paragraph: up to £22 per acre in the open market for the land. He then dropped out of the bidding, and the land was acquired for £26 per acre by a man who already had three or four times the amount of land he knew what to do with. He asked those present if they thought that was a fair position for the people of the colony to be put into. The Ward Administration said, as one of the foremost planks of their platform, that such a position of affairs was going to cease. The result of the large landowners being allowed to compete in the market for land was to force the value of land up. At the present time the demand for land was very keen, as was shown by the number of applicants the Government had received for lands recently offered. In Hawke's Bay there had been 461 applications for a section of 1,100 acres, and 261 applications for 888 acres; in Taranaki 164 applications for 242 acres, and 124 applications for 512 acres; in the Wellington district 302 applications for 700 acres, 285 applications for 300 acres, and 285 applications for 815 acres; in Marlborough 251 applications for 1,600 acres, and 218 applications for 2,000 acres; in Westland 263 applications for 200 acres. The Minister then went on to speak of the lease-in-perpetuity, and to explain what the Government intended to do in this connection. The Government proposed having no more lease-in-perpetuity. They were not going to interfere with the present leases, but they did not intend to give out any more lease-in-perpetuity. They proposed to protect the present leases under the perpetuity system handsomely by allowing them to pay off the value of their holdings up to 90 per cent. in annual sums as small as £5. It was further proposed to reduce the rent of the holdings proportionately as their value was being paid off. After 50 per cent. of the value of the holdings had been paid off, the Government proposed to allow the lessees to sell their holdings. Some who held lease-in-perpetuity were opposed to these proposals and they wanted the freehold at the original value of the land. He knew that it was absolutely impossible in the House of Representatives at present to carry any proposal that would give the freehold of their land at its original value to lessees under the perpetuity system. Let those who considered that the lease-in-perpetuity lands should become freehold at the original value, hold to that argument until the vote on the question was taken in Parliament, and then when they found themselves in the minority, he asked them to give consideration to the Government's proposals in the matter. He thought that the proposals the Government were bringing forward were the most attractive ever submitted to the people of the colony. The speaker also dwelt on the question of setting aside 10 million acres as national endowment for the people of the colony for all time. In conclusion he hoped they would consider the Government's proposals favourably, and strengthen the arms of their member so that he might give his support to the measure when before the House. xyxy=(482,44,631,781)
score-row xyxy=(798,979,947,997)
paragraph: Received January 23, 8.33 a.m. LONDON, January 22. Six minor London music-halls under one management have closed. xyxy=(8,560,157,597)
batsman: Eyre, c De Trafford, b Branston xyxy=(798,1075,910,1084)
batsman: May, b Bartlett xyxy=(798,859,852,868)
batsman: Mason, c Curwen, b Branston xyxy=(798,1013,904,1022)
paragraph: At the cricket match, to-day, there was a small attendance. The fielding of the Manawatu team lacked the crispness of the visitors. With the exception of a few instances, the ground fielding was not done cleanly. The M.C.C.'s first innings closed for 253. Manawatu, in their second innings, were all out for 95. Scores:— xyxy=(798,674,947,757)
score-row xyxy=(798,1084,947,1093)
column-7 xyxy=(952,44,1110,1732)
score-row xyxy=(798,789,947,798)
divider xyxy=(685,86,745,87)
credit-line: By Telegraph—Press Association. PALMERSTON N., Jan. 23. xyxy=(820,653,925,670)
runs: 11 xyxy=(938,789,947,798)
column-4 xyxy=(478,44,636,1732)
credit-line: (Special Reporter.) xyxy=(1001,63,1061,70)
paragraph: The musicians and employees struck over a dispute with the manager regarding salaries for an extra performance. "Little Tich" and Arthur Roberts are included among the strikers. xyxy=(8,598,157,653)
paragraph: The field artillery weapons are said to be obsolete, and that it would be suicidal if they were used against up-to-date guns. The light horse suffers from poor equipment while the militia rifles are largely useless. xyxy=(166,214,315,270)
